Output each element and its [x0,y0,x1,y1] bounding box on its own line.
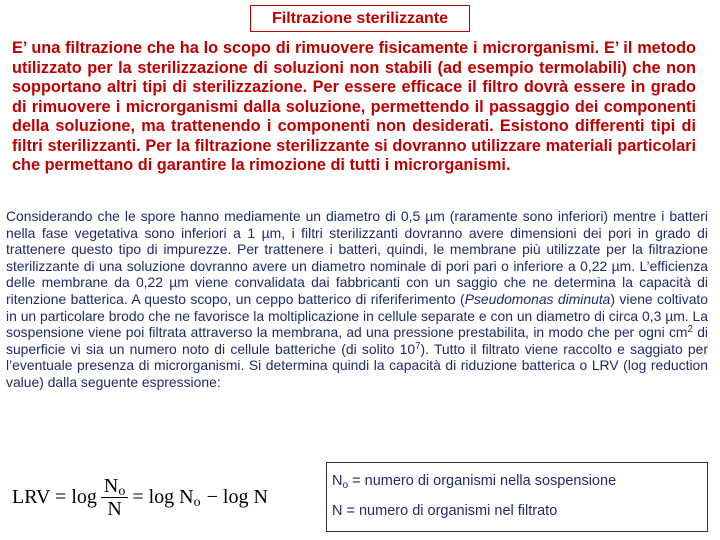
organism-name: Pseudomonas diminuta [464,290,611,307]
formula-middle-subscript: o [193,494,201,510]
cm-exponent: 2 [687,324,693,336]
body-text-part-4: ). Tutto il filtrato viene raccolto e saggiato per l’eventuale presenza di microrganismi. Si determina quindi la capacità di riduzione batterica o LRV (log reduction value) dalla seguente espressione: [6,340,708,390]
numerator-subscript: o [118,483,126,499]
body-text-part-2: ) viene coltivato in un particolare brodo che ne favorisce la moltiplicazione in cellule separate e con un diametro di circa 0,3 µm. La sospensione viene poi filtrata attraverso la membrana, ad una pressione prestabilita, in modo che per ogni cm [6,290,709,341]
body-text-part-1: Considerando che le spore hanno mediamente un diametro di 0,5 µm (raramente sono inferiori) mentre i batteri nella fase vegetativa sono inferiori a 1 µm, i filtri sterilizzanti dovranno avere dimensioni dei pori in grado di trattenere questo tipo di impurezze. Per trattenere i batteri, quindi, le membrane più utilizzate per la filtrazione sterilizzante di una soluzione dovranno avere un diametro nominale di pori pari o inferiore a 0,22 µm. L’efficienza delle membrane da 0,22 µm viene convalidata dai fabbricanti con un saggio che ne determina la capacità di ritenzione batterica. A questo scopo, un ceppo batterico di riferiferimento ( [6,208,708,307]
legend-line-n: N = numero di organismi nel filtrato [332,503,558,519]
formula-rhs: − log N [206,485,268,508]
legend-text-no: = numero di organismi nella sospensione [348,473,617,489]
formula-lhs: LRV = log [12,485,97,508]
formula-middle-text: = log N [132,485,194,508]
formula-fraction [101,475,128,520]
legend-symbol-sub: o [342,480,349,491]
page-title-text: Filtrazione sterilizzante [271,9,449,27]
legend-symbol-n: N [332,473,343,489]
intro-paragraph: E’ una filtrazione che ha lo scopo di rimuovere fisicamente i microrganismi. E’ il metodo utilizzato per la sterilizzazione di soluzioni non stabili (ad esempio termolabili) che non sopportano altri tipi di sterilizzazione. Per essere efficace il filtro dovrà essere in grado di rimuovere i microrganismi dalla soluzione, permettendo il passaggio dei componenti della soluzione, ma trattenendo i componenti non desiderati. Esistono differenti tipi di filtri sterilizzanti. Per la filtrazione sterilizzante si dovranno utilizzare materiali particolari che permettano di garantire la rimozione di tutti i microrganismi. [12,39,696,174]
formula-numerator [101,475,128,498]
formula-denominator: N [107,497,122,520]
body-paragraph [6,208,708,391]
numerator-symbol: N [103,474,119,497]
formula-middle [132,486,200,509]
lrv-formula [12,462,314,532]
count-exponent: 7 [415,340,421,352]
legend-line-no [332,473,616,489]
formula-legend [326,462,708,532]
body-text-part-3: di superficie vi sia un numero noto di cellule batteriche (di solito 10 [6,324,709,357]
page-title [250,5,470,32]
